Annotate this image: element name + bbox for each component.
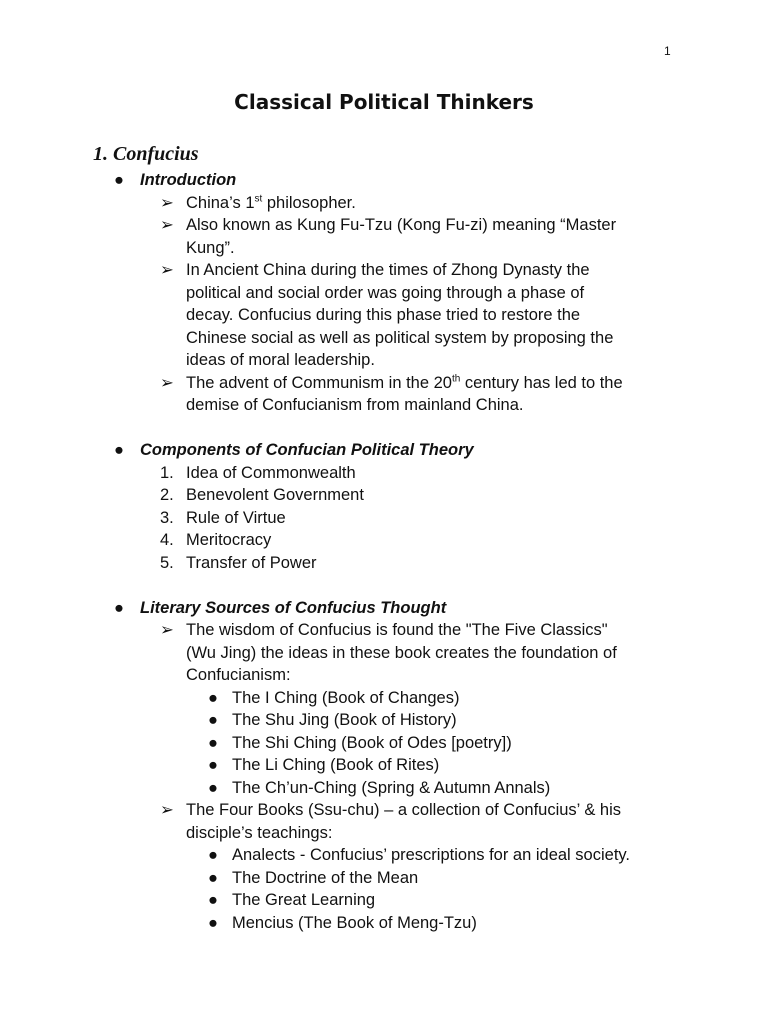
intro-point-4-cont: demise of Confucianism from mainland China. (186, 396, 524, 414)
classic-text: The I Ching (Book of Changes) (232, 688, 460, 707)
bullet-icon: ● (114, 441, 124, 459)
arrow-bullet-icon: ➢ (160, 801, 174, 819)
component-item (0, 484, 768, 507)
sources-heading-item (0, 597, 768, 620)
classic-text: The Ch’un-Ching (Spring & Autumn Annals) (232, 778, 551, 797)
text-run: In Ancient China during the times of Zhong Dynasty the (186, 261, 590, 279)
list-number: 4. (160, 531, 174, 549)
bullet-icon: ● (114, 598, 124, 617)
four-books-point-cont: disciple’s teachings: (186, 823, 333, 842)
component-text: Idea of Commonwealth (186, 463, 356, 482)
intro-point-3-cont: ideas of moral leadership. (186, 351, 375, 369)
text-run: China’s 1 (186, 193, 255, 212)
classic-item (0, 754, 768, 777)
section-name: Confucius (113, 143, 199, 165)
bullet-icon: ● (208, 846, 218, 864)
arrow-bullet-icon: ➢ (160, 193, 174, 212)
intro-point-3-cont: Chinese social as well as political system by proposing the (186, 328, 614, 347)
bullet-icon: ● (208, 868, 218, 887)
four-books-point (0, 799, 768, 822)
intro-point-2-cont: Kung”. (186, 238, 235, 257)
component-item (0, 552, 768, 575)
bullet-icon: ● (208, 733, 218, 752)
intro-point-4 (0, 372, 768, 395)
book-item (0, 844, 768, 867)
sources-heading: Literary Sources of Confucius Thought (140, 598, 447, 617)
classic-item (0, 709, 768, 732)
component-text: Rule of Virtue (186, 508, 286, 527)
text-run: century has led to the (460, 373, 623, 392)
classic-text: The Shi Ching (Book of Odes [poetry]) (232, 733, 512, 752)
bullet-icon: ● (208, 778, 218, 797)
section-heading (93, 143, 199, 166)
list-number: 1. (160, 463, 174, 482)
text-run: Also known as Kung Fu-Tzu (Kong Fu-zi) meaning “Master (186, 216, 617, 234)
component-item (0, 462, 768, 485)
intro-heading-item (0, 169, 768, 192)
arrow-bullet-icon: ➢ (160, 216, 174, 234)
arrow-bullet-icon: ➢ (160, 621, 174, 639)
component-text: Meritocracy (186, 531, 272, 549)
classic-text: The Li Ching (Book of Rites) (232, 756, 440, 774)
spacer (0, 417, 768, 440)
bullet-icon: ● (208, 913, 218, 932)
bullet-icon: ● (208, 756, 218, 774)
bullet-icon: ● (208, 711, 218, 729)
book-item (0, 889, 768, 912)
superscript: st (254, 193, 263, 204)
text-run: The Four Books (Ssu-chu) – a collection of Confucius’ & his (186, 801, 622, 819)
arrow-bullet-icon: ➢ (160, 373, 174, 392)
book-text: Analects - Confucius’ prescriptions for an ideal society. (232, 846, 631, 864)
five-classics-point-cont: (Wu Jing) the ideas in these book creates the foundation of (186, 643, 617, 662)
component-text: Transfer of Power (186, 553, 317, 572)
intro-point-3 (0, 259, 768, 282)
spacer (0, 574, 768, 597)
bullet-icon: ● (208, 891, 218, 909)
component-item (0, 529, 768, 552)
text-run: The wisdom of Confucius is found the "The Five Classics" (186, 621, 608, 639)
document-body (0, 169, 768, 934)
intro-point-1 (0, 192, 768, 215)
intro-heading: Introduction (140, 171, 237, 189)
text-run: The advent of Communism in the 20 (186, 373, 452, 392)
book-text: The Great Learning (232, 891, 376, 909)
intro-point-3-cont: political and social order was going through a phase of (186, 283, 585, 302)
book-text: Mencius (The Book of Meng-Tzu) (232, 913, 477, 932)
intro-point-3-cont: decay. Confucius during this phase tried to restore the (186, 306, 581, 324)
book-item (0, 912, 768, 935)
bullet-icon: ● (114, 171, 124, 189)
intro-point-2 (0, 214, 768, 237)
components-heading: Components of Confucian Political Theory (140, 441, 474, 459)
document-title: Classical Political Thinkers (234, 90, 534, 114)
list-number: 2. (160, 486, 174, 504)
book-item (0, 867, 768, 890)
classic-item (0, 687, 768, 710)
text-run: philosopher. (262, 193, 356, 212)
classic-item (0, 777, 768, 800)
five-classics-point-cont: Confucianism: (186, 666, 291, 684)
five-classics-point (0, 619, 768, 642)
bullet-icon: ● (208, 688, 218, 707)
component-text: Benevolent Government (186, 486, 364, 504)
section-number: 1. (93, 143, 108, 165)
superscript: th (451, 373, 461, 384)
classic-text: The Shu Jing (Book of History) (232, 711, 457, 729)
list-number: 5. (160, 553, 174, 572)
classic-item (0, 732, 768, 755)
components-heading-item (0, 439, 768, 462)
component-item (0, 507, 768, 530)
book-text: The Doctrine of the Mean (232, 868, 419, 887)
list-number: 3. (160, 508, 174, 527)
page-number: 1 (664, 44, 671, 58)
arrow-bullet-icon: ➢ (160, 261, 174, 279)
